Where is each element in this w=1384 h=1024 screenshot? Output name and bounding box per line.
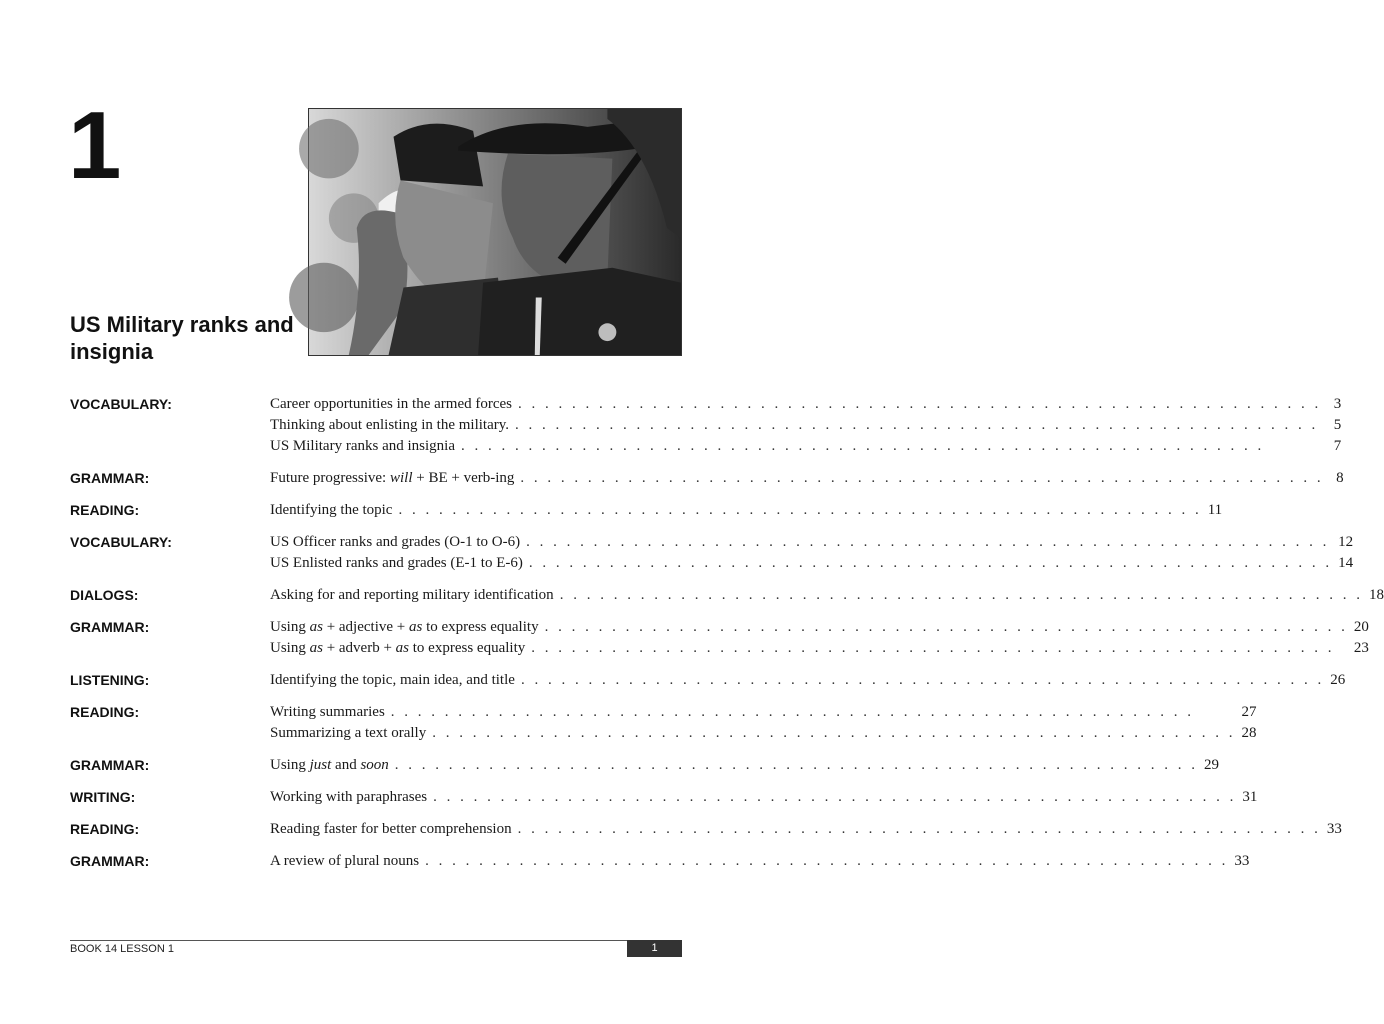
toc-entry: [270, 755, 1219, 776]
toc-entries: [270, 851, 1249, 872]
toc-entry-title: [270, 702, 385, 723]
toc-section-label: GRAMMAR:: [70, 470, 150, 486]
toc-entry-text: Using: [270, 757, 310, 773]
toc-entry: [270, 638, 1369, 659]
toc-entry-text: + BE + verb-ing: [412, 470, 515, 486]
toc-entry-title: [270, 553, 523, 574]
toc-section: [70, 851, 1250, 872]
toc-entry-title: [270, 468, 514, 489]
toc-entries: [270, 468, 1344, 489]
toc-entry-text: Asking for and reporting military identification: [270, 587, 554, 603]
toc-entry: [270, 468, 1344, 489]
toc-section-label: DIALOGS:: [70, 587, 139, 603]
toc-entry-italic-text: as: [395, 640, 410, 656]
toc-section-label: LISTENING:: [70, 672, 150, 688]
toc-entry-title: [270, 585, 554, 606]
toc-leader-dots: . . . . . . . . . . . . . . . . . . . . . . . . . . . . . . . . . . . . . . . . . . . . . . . . . . . . . . . . . . . .: [432, 725, 1236, 741]
toc-entries: [270, 702, 1256, 744]
toc-entries: [270, 617, 1369, 659]
lesson-photo: [308, 108, 682, 356]
toc-section: [70, 670, 1346, 691]
toc-section-label: READING:: [70, 704, 140, 720]
toc-entry-page: 20: [1353, 619, 1369, 635]
toc-leader-dots: . . . . . . . . . . . . . . . . . . . . . . . . . . . . . . . . . . . . . . . . . . . . . . . . . . . . . . . . . . . .: [520, 672, 1325, 688]
toc-entries: [270, 787, 1257, 808]
toc-entry-text: Future progressive:: [270, 470, 390, 486]
toc-section-label: GRAMMAR:: [70, 853, 150, 869]
toc-entry-text: Career opportunities in the armed forces: [270, 396, 512, 412]
toc-entry-page: 33: [1234, 853, 1250, 869]
toc-entry-title: [270, 415, 509, 436]
toc-leader-dots: . . . . . . . . . . . . . . . . . . . . . . . . . . . . . . . . . . . . . . . . . . . . . . . . . . . . . . . . . . . .: [526, 534, 1330, 550]
toc-section-label: READING:: [70, 502, 140, 518]
toc-leader-dots: . . . . . . . . . . . . . . . . . . . . . . . . . . . . . . . . . . . . . . . . . . . . . . . . . . . . . . . . . . . .: [460, 438, 1265, 454]
toc-entry: [270, 394, 1341, 415]
toc-entry-title: [270, 670, 515, 691]
toc-section-label: GRAMMAR:: [70, 619, 150, 635]
toc-entries: [270, 500, 1222, 521]
toc-entry-page: 23: [1353, 640, 1369, 656]
toc-leader-dots: . . . . . . . . . . . . . . . . . . . . . . . . . . . . . . . . . . . . . . . . . . . . . . . . . . . . . . . . . . . .: [531, 640, 1335, 656]
table-of-contents: [70, 394, 1384, 883]
toc-leader-dots: . . . . . . . . . . . . . . . . . . . . . . . . . . . . . . . . . . . . . . . . . . . . . . . . . . . . . . . . . . . .: [528, 555, 1333, 571]
toc-entry-page: 8: [1336, 470, 1344, 486]
toc-section: [70, 755, 1220, 776]
toc-section: [70, 819, 1342, 840]
toc-leader-dots: . . . . . . . . . . . . . . . . . . . . . . . . . . . . . . . . . . . . . . . . . . . . . . . . . . . . . . . . . . . .: [544, 619, 1348, 635]
toc-entry-page: 3: [1333, 396, 1342, 412]
toc-entry-page: 27: [1241, 704, 1257, 720]
toc-entry: [270, 851, 1249, 872]
footer-page-number: 1: [627, 940, 682, 957]
toc-entry-text: + adjective +: [322, 619, 409, 635]
toc-entry-text: Using: [270, 619, 310, 635]
toc-entries: [270, 394, 1341, 457]
toc-entry-text: to express equality: [409, 640, 526, 656]
toc-section-label: WRITING:: [70, 789, 136, 805]
toc-entry-text: US Officer ranks and grades (O-1 to O-6): [270, 534, 521, 550]
toc-leader-dots: . . . . . . . . . . . . . . . . . . . . . . . . . . . . . . . . . . . . . . . . . . . . . . . . . . . . . . . . . . . .: [517, 821, 1321, 837]
toc-entry-page: 7: [1333, 438, 1342, 454]
footer-rule: [70, 940, 682, 941]
toc-leader-dots: . . . . . . . . . . . . . . . . . . . . . . . . . . . . . . . . . . . . . . . . . . . . . . . . . . . . . . . . . . . .: [515, 417, 1319, 433]
toc-entry-title: [270, 851, 419, 872]
toc-entry-text: Identifying the topic: [270, 502, 393, 518]
toc-entry: [270, 670, 1345, 691]
toc-entry-italic-text: as: [309, 619, 323, 635]
toc-entry-text: A review of plural nouns: [270, 853, 420, 869]
toc-entry-title: [270, 787, 427, 808]
toc-entry: [270, 415, 1341, 436]
toc-section: [70, 500, 1223, 521]
toc-leader-dots: . . . . . . . . . . . . . . . . . . . . . . . . . . . . . . . . . . . . . . . . . . . . . . . . . . . . . . . . . . . .: [394, 757, 1199, 773]
toc-entry-title: [270, 617, 539, 638]
toc-entry-text: Identifying the topic, main idea, and title: [270, 672, 515, 688]
toc-entry-title: [270, 500, 392, 521]
toc-entry: [270, 500, 1222, 521]
lesson-number: 1: [68, 92, 122, 199]
toc-entry-page: 29: [1204, 757, 1220, 773]
toc-entry-page: 33: [1326, 821, 1342, 837]
toc-entry: [270, 553, 1353, 574]
toc-entry-page: 18: [1368, 587, 1384, 603]
toc-entry-text: and: [331, 757, 361, 773]
toc-entries: [270, 532, 1353, 574]
toc-entry-page: 12: [1338, 534, 1354, 550]
toc-entry-text: Using: [270, 640, 310, 656]
toc-section-label: VOCABULARY:: [70, 534, 172, 550]
toc-section: [70, 787, 1258, 808]
toc-entry-text: + adverb +: [322, 640, 396, 656]
toc-entry-italic-text: just: [309, 757, 332, 773]
toc-section-label: READING:: [70, 821, 140, 837]
toc-entry: [270, 723, 1256, 744]
toc-entry-italic-text: will: [389, 470, 413, 486]
toc-leader-dots: . . . . . . . . . . . . . . . . . . . . . . . . . . . . . . . . . . . . . . . . . . . . . . . . . . . . . . . . . . . .: [425, 853, 1229, 869]
toc-entries: [270, 585, 1384, 606]
toc-entry-text: Working with paraphrases: [270, 789, 428, 805]
toc-entry: [270, 819, 1342, 840]
toc-entry: [270, 585, 1384, 606]
toc-entry-title: [270, 532, 520, 553]
toc-leader-dots: . . . . . . . . . . . . . . . . . . . . . . . . . . . . . . . . . . . . . . . . . . . . . . . . . . . . . . . . . . . .: [520, 470, 1324, 486]
toc-section: [70, 468, 1344, 489]
toc-entry: [270, 617, 1369, 638]
toc-entry-italic-text: soon: [360, 757, 389, 773]
toc-leader-dots: . . . . . . . . . . . . . . . . . . . . . . . . . . . . . . . . . . . . . . . . . . . . . . . . . . . . . . . . . . . .: [398, 502, 1202, 518]
toc-leader-dots: . . . . . . . . . . . . . . . . . . . . . . . . . . . . . . . . . . . . . . . . . . . . . . . . . . . . . . . . . . . .: [559, 587, 1363, 603]
toc-entry-page: 26: [1330, 672, 1346, 688]
soldiers-photo: [309, 109, 681, 355]
lesson-title: US Military ranks and insignia: [70, 312, 294, 364]
toc-entry-title: [270, 394, 512, 415]
toc-entry-italic-text: as: [409, 619, 423, 635]
toc-entry-text: Thinking about enlisting in the military.: [270, 417, 509, 433]
toc-entry-text: Writing summaries: [270, 704, 385, 720]
toc-entry-text: US Enlisted ranks and grades (E-1 to E-6): [270, 555, 523, 571]
toc-section-label: VOCABULARY:: [70, 396, 172, 412]
toc-entries: [270, 755, 1219, 776]
toc-section: [70, 702, 1257, 744]
toc-entry: [270, 787, 1257, 808]
toc-entry-page: 11: [1207, 502, 1223, 518]
toc-entry-text: to express equality: [422, 619, 539, 635]
toc-entry-title: [270, 723, 426, 744]
toc-entries: [270, 670, 1345, 691]
toc-entry-page: 5: [1333, 417, 1342, 433]
toc-entry-title: [270, 436, 455, 457]
toc-entry-page: 31: [1242, 789, 1258, 805]
toc-entry: [270, 702, 1256, 723]
toc-entry-text: Reading faster for better comprehension: [270, 821, 512, 837]
toc-entry: [270, 436, 1341, 457]
toc-leader-dots: . . . . . . . . . . . . . . . . . . . . . . . . . . . . . . . . . . . . . . . . . . . . . . . . . . . . . . . . . . . .: [433, 789, 1237, 805]
toc-entry: [270, 532, 1353, 553]
toc-section: [70, 532, 1354, 574]
toc-entries: [270, 819, 1342, 840]
toc-entry-title: [270, 638, 525, 659]
toc-entry-page: 28: [1241, 725, 1257, 741]
toc-entry-text: US Military ranks and insignia: [270, 438, 455, 454]
toc-entry-title: [270, 755, 389, 776]
toc-entry-title: [270, 819, 512, 840]
toc-leader-dots: . . . . . . . . . . . . . . . . . . . . . . . . . . . . . . . . . . . . . . . . . . . . . . . . . . . . . . . . . . . .: [518, 396, 1322, 412]
toc-section: [70, 617, 1369, 659]
footer-book-lesson: BOOK 14 LESSON 1: [70, 943, 174, 955]
toc-entry-text: Summarizing a text orally: [270, 725, 427, 741]
toc-leader-dots: . . . . . . . . . . . . . . . . . . . . . . . . . . . . . . . . . . . . . . . . . . . . . . . . . . . . . . . . . . . .: [390, 704, 1195, 720]
toc-section: [70, 394, 1342, 457]
toc-entry-page: 14: [1338, 555, 1354, 571]
toc-entry-italic-text: as: [309, 640, 323, 656]
toc-section: [70, 585, 1384, 606]
toc-section-label: GRAMMAR:: [70, 757, 150, 773]
